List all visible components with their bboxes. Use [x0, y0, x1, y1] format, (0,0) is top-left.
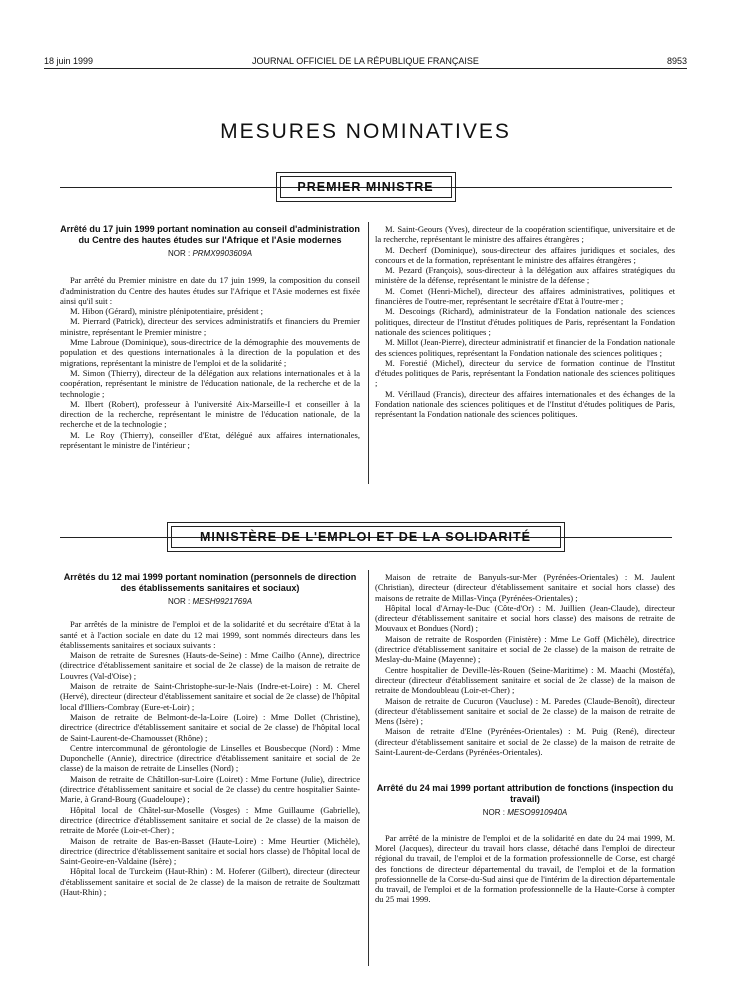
paragraph: Maison de retraite de Bas-en-Basset (Haute-Loire) : Mme Heurtier (Michèle), directrice (directrice d'établissement sanitaire et social hors classe) de l'hôpital local de Saint-Geoire-en-Valdaine (Isère) ;	[60, 835, 360, 867]
paragraph: M. Pezard (François), sous-directeur à la délégation aux affaires stratégiques du ministère de la défense, représentant le ministre de la défense ;	[375, 265, 675, 286]
paragraph: Maison de retraite de Châtillon-sur-Loire (Loiret) : Mme Fortune (Julie), directrice (directrice d'établissement sanitaire et social de 2e classe) du centre hospitalier Sainte-Marie, à Grand-Bourg (Guadeloupe) ;	[60, 773, 360, 805]
paragraph: Par arrêtés de la ministre de l'emploi et de la solidarité et du secrétaire d'Etat à la santé et à l'action sociale en date du 12 mai 1999, sont nommés directeurs dans les établissements sanitaires et sociaux suivants :	[60, 619, 360, 650]
paragraph: Maison de retraite de Belmont-de-la-Loire (Loire) : Mme Dollet (Christine), directrice (directrice d'établissement sanitaire et social de 2e classe) de l'hôpital local de Saint-Laurent-de-Chamousset (Rhône) ;	[60, 711, 360, 743]
nor-reference	[375, 808, 675, 818]
paragraph: Centre hospitalier de Deville-lès-Rouen (Seine-Maritime) : M. Maachi (Mostéfa), directeur (directeur d'établissement sanitaire et social de 2e classe) de la maison de retraite de Mondoubleau (Loir-et-Cher) ;	[375, 664, 675, 696]
paragraph: Par arrêté de la ministre de l'emploi et de la solidarité en date du 24 mai 1999, M. Morel (Jacques), directeur du travail hors classe, détaché dans l'emploi de directeur régional du travail, de l'emploi et de la formation professionnelle de Corse, est chargé des fonctions de directeur départemental du travail, de l'emploi et de la formation professionnelle de la Corse-du-Sud ainsi que de l'intérim de la direction départementale du travail, de l'emploi et de la formation professionnelle de la Haute-Corse à compter du 25 mai 1999.	[375, 832, 675, 905]
column-divider	[368, 222, 369, 484]
paragraph: Hôpital local de Turckeim (Haut-Rhin) : M. Hoferer (Gilbert), directeur (directeur d'établissement sanitaire et social de 2e classe) de la maison de retraite de Soultzmatt (Haut-Rhin) ;	[60, 866, 360, 898]
paragraph: M. Pierrard (Patrick), directeur des services administratifs et financiers du Premier ministre, représentant le Premier ministre ;	[60, 316, 360, 337]
article-body	[375, 833, 675, 905]
nor-label: NOR :	[167, 597, 191, 606]
paragraph: Maison de retraite d'Elne (Pyrénées-Orientales) : M. Puig (René), directeur (directeur d'établissement sanitaire et social de 2e classe) de la maison de retraite de Saint-Laurent-de-Cerdans (Pyrénées-Orientales).	[375, 726, 675, 758]
paragraph: Maison de retraite de Saint-Christophe-sur-le-Nais (Indre-et-Loire) : M. Cherel (Hervé), directeur (directeur d'établissement sanitaire et social de 2e classe) de l'hôpital local d'Illiers-Combray (Eure-et-Loir) ;	[60, 681, 360, 712]
journal-title: JOURNAL OFFICIEL DE LA RÉPUBLIQUE FRANÇAISE	[252, 56, 479, 66]
article-body-continued	[375, 572, 675, 757]
nor-code: PRMX9903609A	[192, 249, 253, 258]
column-divider	[368, 570, 369, 966]
article-title: Arrêté du 17 juin 1999 portant nomination au conseil d'administration du Centre des hautes études sur l'Afrique et l'Asie modernes	[60, 224, 360, 245]
section1-heading: PREMIER MINISTRE	[280, 176, 452, 198]
paragraph: M. Le Roy (Thierry), conseiller d'Etat, délégué aux affaires internationales, représentant le ministre de l'intérieur ;	[60, 429, 360, 451]
page-number: 8953	[666, 56, 687, 66]
paragraph: M. Saint-Geours (Yves), directeur de la coopération scientifique, universitaire et de la recherche, représentant le ministre des affaires étrangères ;	[375, 224, 675, 245]
paragraph: Par arrêté du Premier ministre en date du 17 juin 1999, la composition du conseil d'administration du Centre des hautes études sur l'Afrique et l'Asie modernes est fixée ainsi qu'il suit :	[60, 275, 360, 306]
header-rule	[44, 68, 687, 69]
article-body-continued	[375, 224, 675, 420]
nor-label: NOR :	[167, 249, 191, 258]
paragraph: Maison de retraite de Banyuls-sur-Mer (Pyrénées-Orientales) : M. Jaulent (Christian), directeur (directeur d'établissement sanitaire et social hors classe) des maisons de retraite de Millas-Vinça (Pyrénées-Orientales) ;	[375, 572, 675, 603]
paragraph: Maison de retraite de Cucuron (Vaucluse) : M. Paredes (Claude-Benoît), directeur (directeur d'établissement sanitaire et social de 2e classe) de la maison de retraite de Mens (Isère) ;	[375, 695, 675, 727]
article-title: Arrêté du 24 mai 1999 portant attribution de fonctions (inspection du travail)	[376, 783, 674, 804]
section1-left-column	[60, 224, 360, 450]
paragraph: M. Ilbert (Robert), professeur à l'université Aix-Marseille-I et conseiller à la direction de la recherche, représentant le ministre de l'éducation nationale, de la recherche et de la technologie ;	[60, 398, 360, 430]
section2-left-column	[60, 572, 360, 897]
paragraph: M. Simon (Thierry), directeur de la délégation aux relations internationales et à la coopération, représentant le ministre de l'éducation nationale, de la recherche et de la technologie ;	[60, 367, 360, 399]
paragraph: M. Decherf (Dominique), sous-directeur des affaires juridiques et sociales, des concours et de la formation, représentant le ministre des affaires étrangères ;	[375, 244, 675, 265]
paragraph: M. Descoings (Richard), administrateur de la Fondation nationale des sciences politiques, directeur de l'Institut d'études politiques de Paris, représentant la Fondation nationale des sciences politiques ;	[375, 306, 675, 337]
article-title: Arrêtés du 12 mai 1999 portant nomination (personnels de direction des établissements sanitaires et sociaux)	[63, 572, 357, 593]
paragraph: Centre intercommunal de gérontologie de Linselles et Bousbecque (Nord) : Mme Duponchelle (Annie), directrice (directrice d'établissement sanitaire et social de 2e classe) de la maison de retraite de Linselles (Nord) ;	[60, 742, 360, 774]
section1-right-column	[375, 224, 675, 420]
nor-label: NOR :	[482, 808, 505, 818]
article-body	[60, 275, 360, 450]
section1-heading-box	[276, 172, 456, 202]
article-body	[60, 619, 360, 897]
section2-heading-box	[167, 522, 565, 552]
paragraph: Maison de retraite de Suresnes (Hauts-de-Seine) : Mme Cailho (Anne), directrice (directrice d'établissement sanitaire et social de 2e classe) de la maison de retraite de Louvres (Val-d'Oise) ;	[60, 650, 360, 681]
section2-right-column	[375, 572, 675, 905]
main-title: MESURES NOMINATIVES	[220, 120, 511, 143]
paragraph: Maison de retraite de Rosporden (Finistère) : Mme Le Goff (Michèle), directrice (directrice d'établissement sanitaire et social de 2e classe) de la maison de retraite de Meslay-du-Maine (Mayenne) ;	[375, 633, 675, 665]
section2-heading: MINISTÈRE DE L'EMPLOI ET DE LA SOLIDARITÉ	[171, 526, 561, 548]
nor-reference	[60, 249, 360, 259]
nor-code: MESO9910940A	[507, 808, 568, 818]
paragraph: M. Forestié (Michel), directeur du service de formation continue de l'Institut d'études politiques de Paris, représentant la Fondation nationale des sciences politiques ;	[375, 357, 675, 389]
paragraph: Hôpital local de Châtel-sur-Moselle (Vosges) : Mme Guillaume (Gabrielle), directrice (directrice d'établissement sanitaire et social de 2e classe) de la maison de retraite de Morée (Loir-et-Cher) ;	[60, 804, 360, 836]
paragraph: Hôpital local d'Arnay-le-Duc (Côte-d'Or) : M. Juillien (Jean-Claude), directeur (directeur d'établissement sanitaire et social hors classe) des maisons de retraite de Mouvaux et Bondues (Nord) ;	[375, 602, 675, 634]
paragraph: M. Vérillaud (Francis), directeur des affaires internationales et des échanges de la Fondation nationale des sciences politiques et de l'Institut d'études politiques de Paris, représentant la Fondation nationale des sciences politiques.	[375, 388, 675, 420]
paragraph: Mme Labroue (Dominique), sous-directrice de la démographie des mouvements de population et des questions internationales à la direction de la population et des migrations, représentant la ministre de l'emploi et de la solidarité ;	[60, 337, 360, 368]
paragraph: M. Millot (Jean-Pierre), directeur administratif et financier de la Fondation nationale des sciences politiques, représentant la Fondation nationale des sciences politiques ;	[375, 337, 675, 358]
nor-reference	[60, 597, 360, 607]
nor-code: MESH9921769A	[192, 597, 253, 606]
paragraph: M. Comet (Henri-Michel), directeur des affaires administratives, politiques et financières de l'outre-mer, représentant le secrétaire d'Etat à l'outre-mer ;	[375, 285, 675, 307]
header-date: 18 juin 1999	[44, 56, 94, 66]
paragraph: M. Hibon (Gérard), ministre plénipotentiaire, président ;	[70, 306, 263, 317]
